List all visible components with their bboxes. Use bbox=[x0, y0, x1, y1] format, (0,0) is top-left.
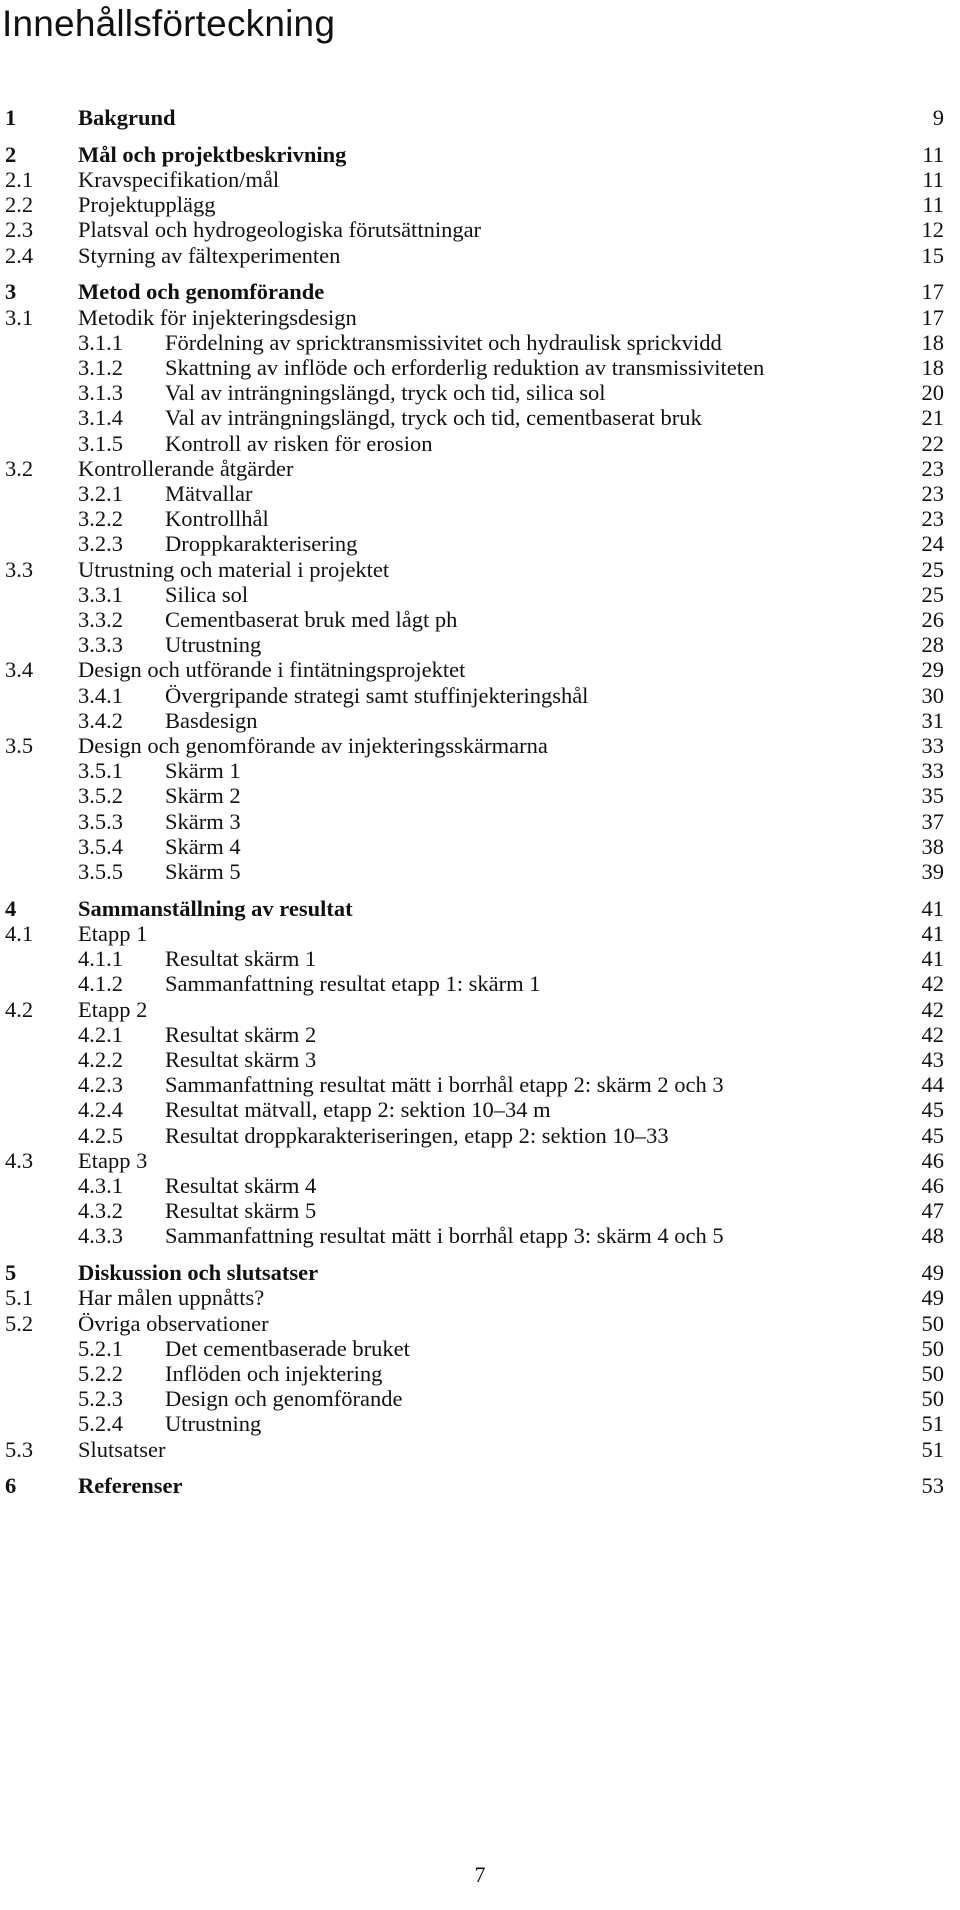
toc-entry-title: Skärm 2 bbox=[165, 783, 241, 809]
toc-entry-number: 3.3.3 bbox=[78, 632, 123, 658]
toc-entry-page: 53 bbox=[921, 1473, 944, 1499]
toc-entry-page: 17 bbox=[921, 304, 944, 330]
toc-entry-title: Resultat skärm 2 bbox=[165, 1021, 317, 1047]
page-number: 7 bbox=[474, 1862, 486, 1887]
toc-entry-page: 42 bbox=[921, 1021, 944, 1047]
toc-entry-title: Referenser bbox=[78, 1473, 183, 1499]
toc-entry-page: 25 bbox=[921, 581, 944, 607]
toc-entry-title: Skärm 1 bbox=[165, 758, 241, 784]
toc-entry-page: 23 bbox=[921, 506, 944, 532]
toc-entry-page: 11 bbox=[922, 141, 944, 167]
toc-entry-page: 50 bbox=[921, 1310, 944, 1336]
toc-entry-page: 33 bbox=[921, 733, 944, 758]
toc-entry-title: Utrustning bbox=[165, 1411, 262, 1437]
toc-entry-number: 3.1.1 bbox=[78, 329, 123, 355]
toc-entry-title: Resultat skärm 5 bbox=[165, 1198, 317, 1224]
toc-entry-number: 3.4.1 bbox=[78, 682, 123, 708]
toc-entry-page: 46 bbox=[921, 1173, 944, 1198]
toc-entry-title: Resultat skärm 4 bbox=[165, 1173, 317, 1198]
toc-entry-page: 50 bbox=[921, 1386, 944, 1412]
toc-entry-title: Basdesign bbox=[165, 707, 258, 733]
toc-entry-title: Inflöden och injektering bbox=[165, 1361, 383, 1386]
toc-entry-page: 23 bbox=[921, 481, 944, 506]
toc-entry-number: 5.2.4 bbox=[78, 1411, 123, 1437]
toc-entry-title: Resultat mätvall, etapp 2: sektion 10–34 m bbox=[165, 1097, 551, 1123]
toc-entry-page: 51 bbox=[921, 1436, 944, 1462]
toc-entry-page: 15 bbox=[921, 242, 944, 268]
toc-entry-title: Kontrollerande åtgärder bbox=[78, 455, 294, 481]
toc-entry-number: 4.1.2 bbox=[78, 971, 123, 997]
toc-entry-title: Sammanfattning resultat mätt i borrhål etapp 3: skärm 4 och 5 bbox=[165, 1223, 724, 1249]
toc-entry-page: 42 bbox=[921, 971, 944, 997]
toc-entry-number: 3.4 bbox=[5, 657, 34, 683]
toc-entry-page: 18 bbox=[921, 329, 944, 355]
toc-entry-page: 35 bbox=[921, 783, 944, 809]
toc-entry-title: Kravspecifikation/mål bbox=[78, 167, 280, 192]
toc-entry-number: 5.1 bbox=[5, 1285, 34, 1311]
toc-entry-number: 5.2.1 bbox=[78, 1335, 123, 1361]
toc-entry-number: 4 bbox=[5, 895, 17, 921]
toc-entry-number: 3.2 bbox=[5, 455, 34, 481]
toc-entry-title: Skärm 4 bbox=[165, 833, 241, 859]
toc-entry-number: 2.2 bbox=[5, 192, 34, 218]
toc-entry-page: 30 bbox=[921, 682, 944, 708]
toc-entry-title: Kontrollhål bbox=[165, 506, 269, 532]
page-title: Innehållsförteckning bbox=[2, 3, 336, 44]
toc-entry-page: 49 bbox=[921, 1260, 944, 1286]
toc-entry-number: 4.2.3 bbox=[78, 1072, 123, 1098]
toc-entry-page: 46 bbox=[921, 1147, 944, 1173]
toc-chapter-entry bbox=[0, 103, 960, 133]
toc-entry-title: Sammanfattning resultat mätt i borrhål etapp 2: skärm 2 och 3 bbox=[165, 1072, 724, 1098]
toc-entry-number: 5 bbox=[5, 1260, 17, 1286]
toc-entry-title: Design och genomförande av injekteringsskärmarna bbox=[78, 733, 548, 758]
toc-entry-title: Utrustning bbox=[165, 632, 262, 658]
toc-entry-title: Har målen uppnåtts? bbox=[78, 1285, 265, 1311]
toc-entry-number: 5.2.3 bbox=[78, 1386, 123, 1412]
toc-entry-page: 11 bbox=[922, 192, 944, 218]
toc-entry-page: 22 bbox=[921, 430, 944, 456]
toc-entry-number: 3.1.5 bbox=[78, 430, 123, 456]
toc-entry-number: 3.3.2 bbox=[78, 607, 123, 632]
toc-entry-number: 4.1.1 bbox=[78, 946, 123, 972]
toc-entry-number: 3.2.2 bbox=[78, 506, 123, 532]
toc-entry-page: 41 bbox=[921, 921, 944, 946]
toc-entry-number: 2.4 bbox=[5, 242, 34, 268]
toc-entry-number: 4.2.5 bbox=[78, 1122, 123, 1148]
toc-entry-title: Skärm 3 bbox=[165, 808, 241, 834]
toc-entry-number: 4.1 bbox=[5, 921, 34, 946]
toc-entry-page: 31 bbox=[921, 707, 944, 733]
toc-entry-page: 41 bbox=[921, 946, 944, 972]
toc-entry-page: 18 bbox=[921, 355, 944, 380]
toc-entry-page: 33 bbox=[921, 758, 944, 784]
toc-entry-title: Design och genomförande bbox=[165, 1386, 403, 1412]
toc-entry-number: 6 bbox=[5, 1473, 17, 1499]
toc-entry-title: Diskussion och slutsatser bbox=[78, 1260, 319, 1286]
toc-entry-number: 3.5.1 bbox=[78, 758, 123, 784]
toc-subsection-entry bbox=[0, 1221, 960, 1251]
toc-entry-title: Resultat skärm 1 bbox=[165, 946, 317, 972]
toc-entry-title: Metodik för injekteringsdesign bbox=[78, 304, 357, 330]
toc-entry-number: 3.5.2 bbox=[78, 783, 123, 809]
toc-entry-page: 51 bbox=[921, 1411, 944, 1437]
toc-entry-number: 3.1.2 bbox=[78, 355, 123, 380]
toc-entry-page: 45 bbox=[921, 1097, 944, 1123]
toc-entry-page: 24 bbox=[921, 531, 944, 557]
toc-entry-number: 3.2.3 bbox=[78, 531, 123, 557]
toc-entry-title: Mätvallar bbox=[165, 481, 253, 506]
toc-entry-number: 3.3 bbox=[5, 556, 34, 582]
toc-entry-number: 4.3.3 bbox=[78, 1223, 123, 1249]
toc-entry-title: Etapp 3 bbox=[78, 1147, 148, 1173]
toc-entry-page: 21 bbox=[921, 405, 944, 431]
toc-chapter-entry bbox=[0, 1471, 960, 1501]
toc-entry-number: 3.1 bbox=[5, 304, 34, 330]
toc-entry-title: Val av inträngningslängd, tryck och tid, cementbaserat bruk bbox=[165, 405, 702, 431]
toc-entry-title: Det cementbaserade bruket bbox=[165, 1335, 410, 1361]
toc-entry-number: 5.2.2 bbox=[78, 1361, 123, 1386]
toc-entry-title: Metod och genomförande bbox=[78, 279, 325, 305]
toc-entry-number: 5.3 bbox=[5, 1436, 34, 1462]
toc-entry-page: 37 bbox=[921, 808, 944, 834]
toc-entry-page: 41 bbox=[921, 895, 944, 921]
toc-entry-title: Cementbaserat bruk med lågt ph bbox=[165, 607, 458, 632]
toc-entry-title: Projektupplägg bbox=[78, 192, 216, 218]
toc-entry-number: 3.5.5 bbox=[78, 859, 123, 884]
toc-entry-page: 49 bbox=[921, 1285, 944, 1311]
toc-entry-title: Etapp 1 bbox=[78, 921, 148, 946]
toc-entry-number: 4.3.2 bbox=[78, 1198, 123, 1224]
toc-entry-title: Skärm 5 bbox=[165, 859, 241, 884]
toc-entry-page: 29 bbox=[921, 657, 944, 683]
toc-entry-page: 12 bbox=[921, 217, 944, 243]
toc-entry-title: Silica sol bbox=[165, 581, 249, 607]
toc-entry-page: 44 bbox=[921, 1072, 944, 1098]
toc-entry-number: 3.1.3 bbox=[78, 380, 123, 406]
toc-entry-title: Fördelning av spricktransmissivitet och hydraulisk sprickvidd bbox=[165, 329, 722, 355]
toc-entry-number: 3.5.3 bbox=[78, 808, 123, 834]
toc-entry-number: 3.5 bbox=[5, 733, 34, 758]
toc-entry-title: Sammanställning av resultat bbox=[78, 895, 353, 921]
toc-entry-number: 4.2.2 bbox=[78, 1047, 123, 1072]
toc-entry-number: 4.2.4 bbox=[78, 1097, 123, 1123]
toc-entry-title: Bakgrund bbox=[78, 105, 176, 130]
toc-entry-page: 9 bbox=[932, 105, 944, 130]
toc-entry-number: 3.3.1 bbox=[78, 581, 123, 607]
toc-entry-title: Slutsatser bbox=[78, 1436, 166, 1462]
toc-entry-title: Droppkarakterisering bbox=[165, 531, 358, 557]
toc-entry-title: Mål och projektbeskrivning bbox=[78, 141, 347, 167]
toc-entry-page: 50 bbox=[921, 1361, 944, 1386]
toc-entry-number: 2 bbox=[5, 141, 17, 167]
toc-section-entry bbox=[0, 1435, 960, 1465]
toc-entry-number: 3.2.1 bbox=[78, 481, 123, 506]
toc-entry-title: Styrning av fältexperimenten bbox=[78, 242, 341, 268]
toc-entry-title: Sammanfattning resultat etapp 1: skärm 1 bbox=[165, 971, 541, 997]
toc-entry-page: 23 bbox=[921, 455, 944, 481]
toc-entry-number: 3.4.2 bbox=[78, 707, 123, 733]
toc-entry-page: 50 bbox=[921, 1335, 944, 1361]
toc-entry-title: Etapp 2 bbox=[78, 996, 148, 1022]
toc-entry-number: 4.2.1 bbox=[78, 1021, 123, 1047]
toc-entry-number: 5.2 bbox=[5, 1310, 34, 1336]
toc-entry-title: Övergripande strategi samt stuffinjekteringshål bbox=[165, 682, 589, 708]
toc-entry-number: 3 bbox=[5, 279, 17, 305]
toc-entry-page: 45 bbox=[921, 1122, 944, 1148]
toc-subsection-entry bbox=[0, 857, 960, 887]
toc-entry-title: Platsval och hydrogeologiska förutsättningar bbox=[78, 217, 482, 243]
toc-entry-page: 25 bbox=[921, 556, 944, 582]
toc-entry-page: 26 bbox=[921, 607, 944, 632]
toc-entry-number: 3.5.4 bbox=[78, 833, 123, 859]
toc-entry-page: 20 bbox=[921, 380, 944, 406]
toc-entry-number: 4.3 bbox=[5, 1147, 34, 1173]
toc-entry-title: Övriga observationer bbox=[78, 1310, 269, 1336]
toc-entry-title: Resultat droppkarakteriseringen, etapp 2: sektion 10–33 bbox=[165, 1122, 669, 1148]
toc-entry-page: 43 bbox=[921, 1047, 944, 1072]
toc-entry-page: 47 bbox=[921, 1198, 944, 1224]
toc-entry-title: Resultat skärm 3 bbox=[165, 1047, 317, 1072]
toc-entry-title: Design och utförande i fintätningsprojektet bbox=[78, 657, 466, 683]
toc-entry-number: 4.2 bbox=[5, 996, 34, 1022]
toc-entry-number: 2.3 bbox=[5, 217, 34, 243]
toc-entry-number: 1 bbox=[5, 105, 17, 130]
toc-entry-page: 39 bbox=[921, 859, 944, 884]
toc-entry-title: Skattning av inflöde och erforderlig reduktion av transmissiviteten bbox=[165, 355, 765, 380]
toc-entry-title: Utrustning och material i projektet bbox=[78, 556, 390, 582]
toc-entry-page: 28 bbox=[921, 632, 944, 658]
toc-entry-page: 42 bbox=[921, 996, 944, 1022]
toc-entry-page: 48 bbox=[921, 1223, 944, 1249]
toc-entry-page: 11 bbox=[922, 167, 944, 192]
toc-entry-page: 38 bbox=[921, 833, 944, 859]
toc-entry-title: Val av inträngningslängd, tryck och tid, silica sol bbox=[165, 380, 606, 406]
toc-section-entry bbox=[0, 241, 960, 271]
toc-entry-title: Kontroll av risken för erosion bbox=[165, 430, 433, 456]
toc-entry-number: 3.1.4 bbox=[78, 405, 123, 431]
toc-entry-number: 2.1 bbox=[5, 167, 34, 192]
toc-entry-number: 4.3.1 bbox=[78, 1173, 123, 1198]
toc-entry-page: 17 bbox=[921, 279, 944, 305]
